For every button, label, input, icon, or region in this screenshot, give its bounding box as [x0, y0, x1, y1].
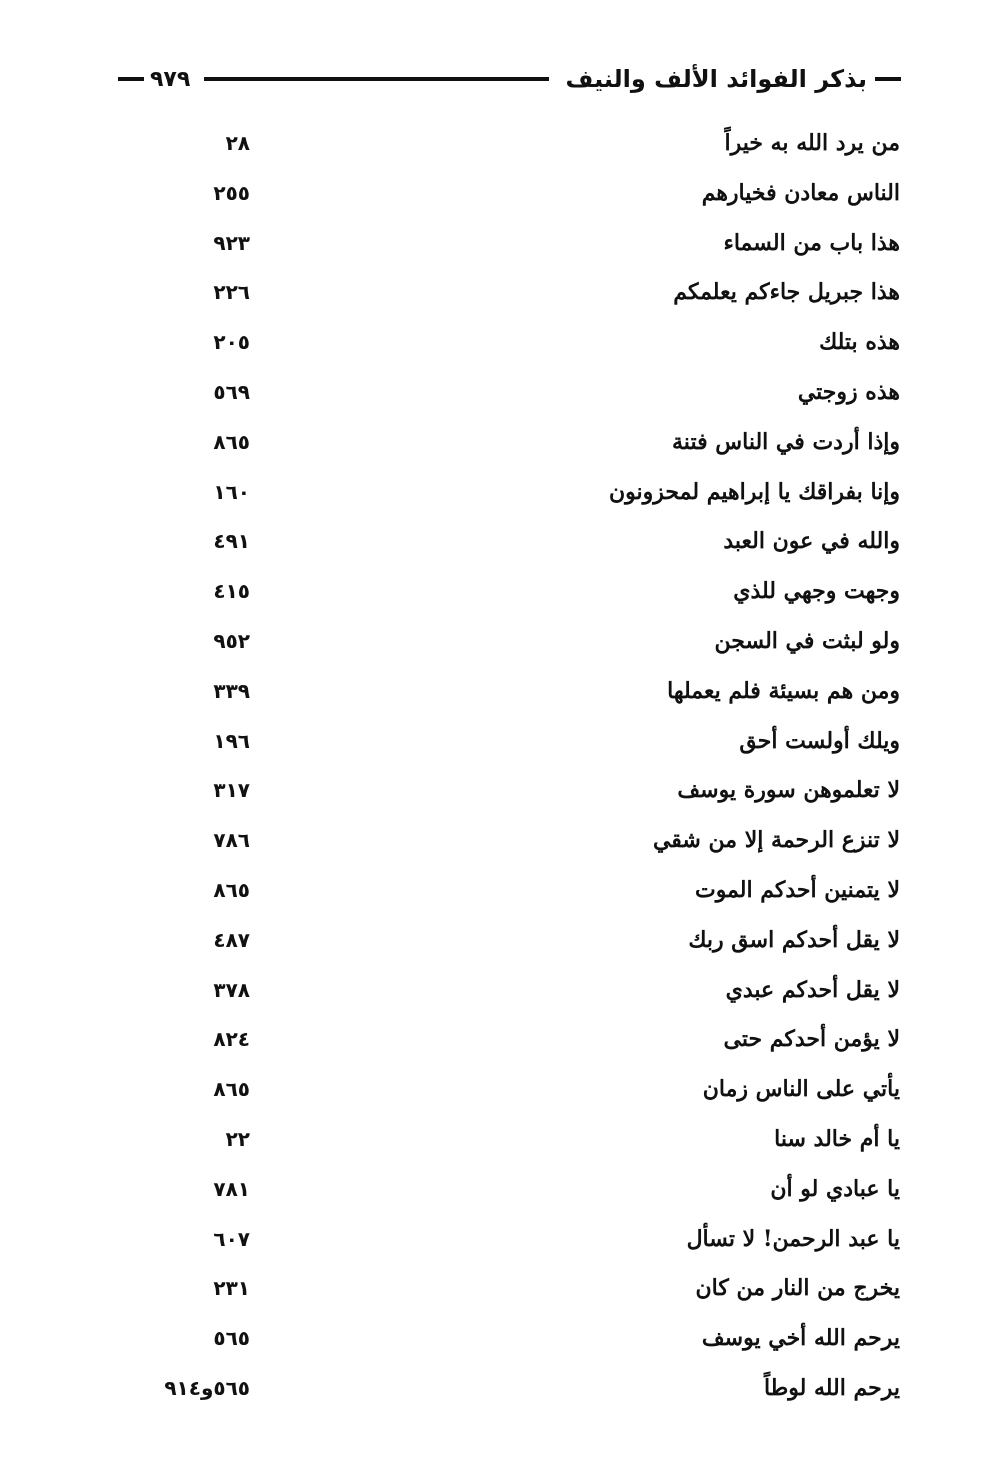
entry-page-number: ٤٩١: [213, 529, 250, 554]
entry-page-number: ٢٢: [225, 1126, 250, 1151]
index-entry: [0, 319, 1003, 369]
entry-text: هذا جبريل جاءكم يعلمكم: [673, 279, 900, 306]
header-title: بذكر الفوائد الألف والنيف: [565, 65, 867, 93]
entry-text: وإذا أردت في الناس فتنة: [672, 428, 900, 455]
index-entry: [0, 1116, 1003, 1166]
entry-page-number: ٥٦٥: [213, 1326, 250, 1351]
index-entry: [0, 1166, 1003, 1216]
entry-page-number: ٢٢٦: [213, 280, 250, 305]
index-entry: [0, 1265, 1003, 1315]
page-number: ٩٧٩: [150, 66, 191, 92]
index-entry: [0, 618, 1003, 668]
entry-text: هذا باب من السماء: [723, 229, 900, 256]
entry-page-number: ١٩٦: [213, 728, 250, 753]
index-entry: [0, 668, 1003, 718]
entry-page-number: ٢٨: [225, 131, 250, 155]
entry-page-number: ٨٦٥: [213, 877, 250, 902]
entry-page-number: ٨٦٥: [213, 429, 250, 454]
entry-text: هذه زوجتي: [797, 378, 900, 405]
index-entry: [0, 469, 1003, 519]
entry-text: يرحم الله أخي يوسف: [701, 1325, 900, 1352]
index-entry: [0, 967, 1003, 1017]
entry-page-number: ١٦٠: [213, 479, 250, 504]
entry-text: الناس معادن فخيارهم: [701, 179, 900, 206]
index-entry: [0, 1016, 1003, 1066]
entry-page-number: ٣١٧: [213, 778, 250, 803]
entry-page-number: ٣٧٨: [213, 977, 250, 1002]
entry-page-number: ٢٥٥: [213, 180, 250, 205]
entry-page-number: ٨٢٤: [213, 1027, 250, 1052]
entry-text: يا عبد الرحمن! لا تسأل: [686, 1225, 900, 1252]
entry-page-number: ٧٨٦: [213, 828, 250, 853]
entry-page-number: ٢٣١: [213, 1276, 250, 1301]
entry-text: لا يقل أحدكم اسق ربك: [688, 926, 900, 953]
index-entry: [0, 170, 1003, 220]
entry-text: وإنا بفراقك يا إبراهيم لمحزونون: [609, 478, 900, 505]
entry-text: يخرج من النار من كان: [695, 1275, 900, 1302]
entry-text: يرحم الله لوطاً: [764, 1374, 900, 1401]
header-rule: [204, 77, 549, 81]
entry-page-number: ٦٠٧: [213, 1226, 250, 1251]
entry-page-number: ٨٦٥: [213, 1077, 250, 1102]
index-entry: [0, 817, 1003, 867]
entry-text: لا يقل أحدكم عبدي: [725, 976, 900, 1003]
index-entry: [0, 917, 1003, 967]
index-entry: [0, 1066, 1003, 1116]
entry-text: يا أم خالد سنا: [774, 1125, 900, 1152]
entry-text: لا يؤمن أحدكم حتى: [723, 1026, 900, 1053]
entry-text: ومن هم بسيئة فلم يعملها: [667, 677, 900, 704]
index-entry: [0, 269, 1003, 319]
index-entry: [0, 1216, 1003, 1266]
index-entry: [0, 767, 1003, 817]
header-dash-left: [118, 77, 144, 81]
index-entry: [0, 718, 1003, 768]
index-entry: [0, 518, 1003, 568]
index-entry: [0, 1315, 1003, 1365]
header-dash-right: [875, 77, 901, 81]
entry-text: وجهت وجهي للذي: [733, 578, 900, 605]
entry-page-number: ٣٣٩: [213, 678, 250, 703]
running-header: [118, 62, 901, 96]
entry-page-number: ٢٠٥: [213, 330, 250, 355]
index-list: [0, 120, 1003, 1415]
entry-page-number: ٧٨١: [213, 1176, 250, 1201]
entry-text: يأتي على الناس زمان: [702, 1076, 900, 1103]
entry-text: ولو لبثت في السجن: [714, 627, 900, 654]
entry-page-number: ٥٦٩: [213, 379, 250, 404]
index-entry: [0, 120, 1003, 170]
entry-page-number: ٤١٥: [213, 579, 250, 604]
index-entry: [0, 369, 1003, 419]
index-entry: [0, 419, 1003, 469]
entry-text: لا تعلموهن سورة يوسف: [677, 777, 900, 804]
entry-page-number: ٩٥٢: [213, 628, 250, 653]
index-entry: [0, 220, 1003, 270]
entry-text: ويلك أولست أحق: [739, 727, 900, 754]
entry-page-number: ٤٨٧: [213, 927, 250, 952]
entry-text: لا تنزع الرحمة إلا من شقي: [652, 827, 900, 854]
index-entry: [0, 568, 1003, 618]
entry-text: والله في عون العبد: [723, 528, 900, 555]
entry-text: يا عبادي لو أن: [770, 1175, 900, 1202]
index-entry: [0, 1365, 1003, 1415]
entry-text: لا يتمنين أحدكم الموت: [694, 876, 900, 903]
entry-page-number: ٩٢٣: [213, 230, 250, 255]
index-entry: [0, 867, 1003, 917]
entry-text: هذه بتلك: [819, 329, 900, 356]
entry-page-number: ٥٦٥و٩١٤: [164, 1375, 250, 1400]
entry-text: من يرد الله به خيراً: [724, 130, 900, 156]
